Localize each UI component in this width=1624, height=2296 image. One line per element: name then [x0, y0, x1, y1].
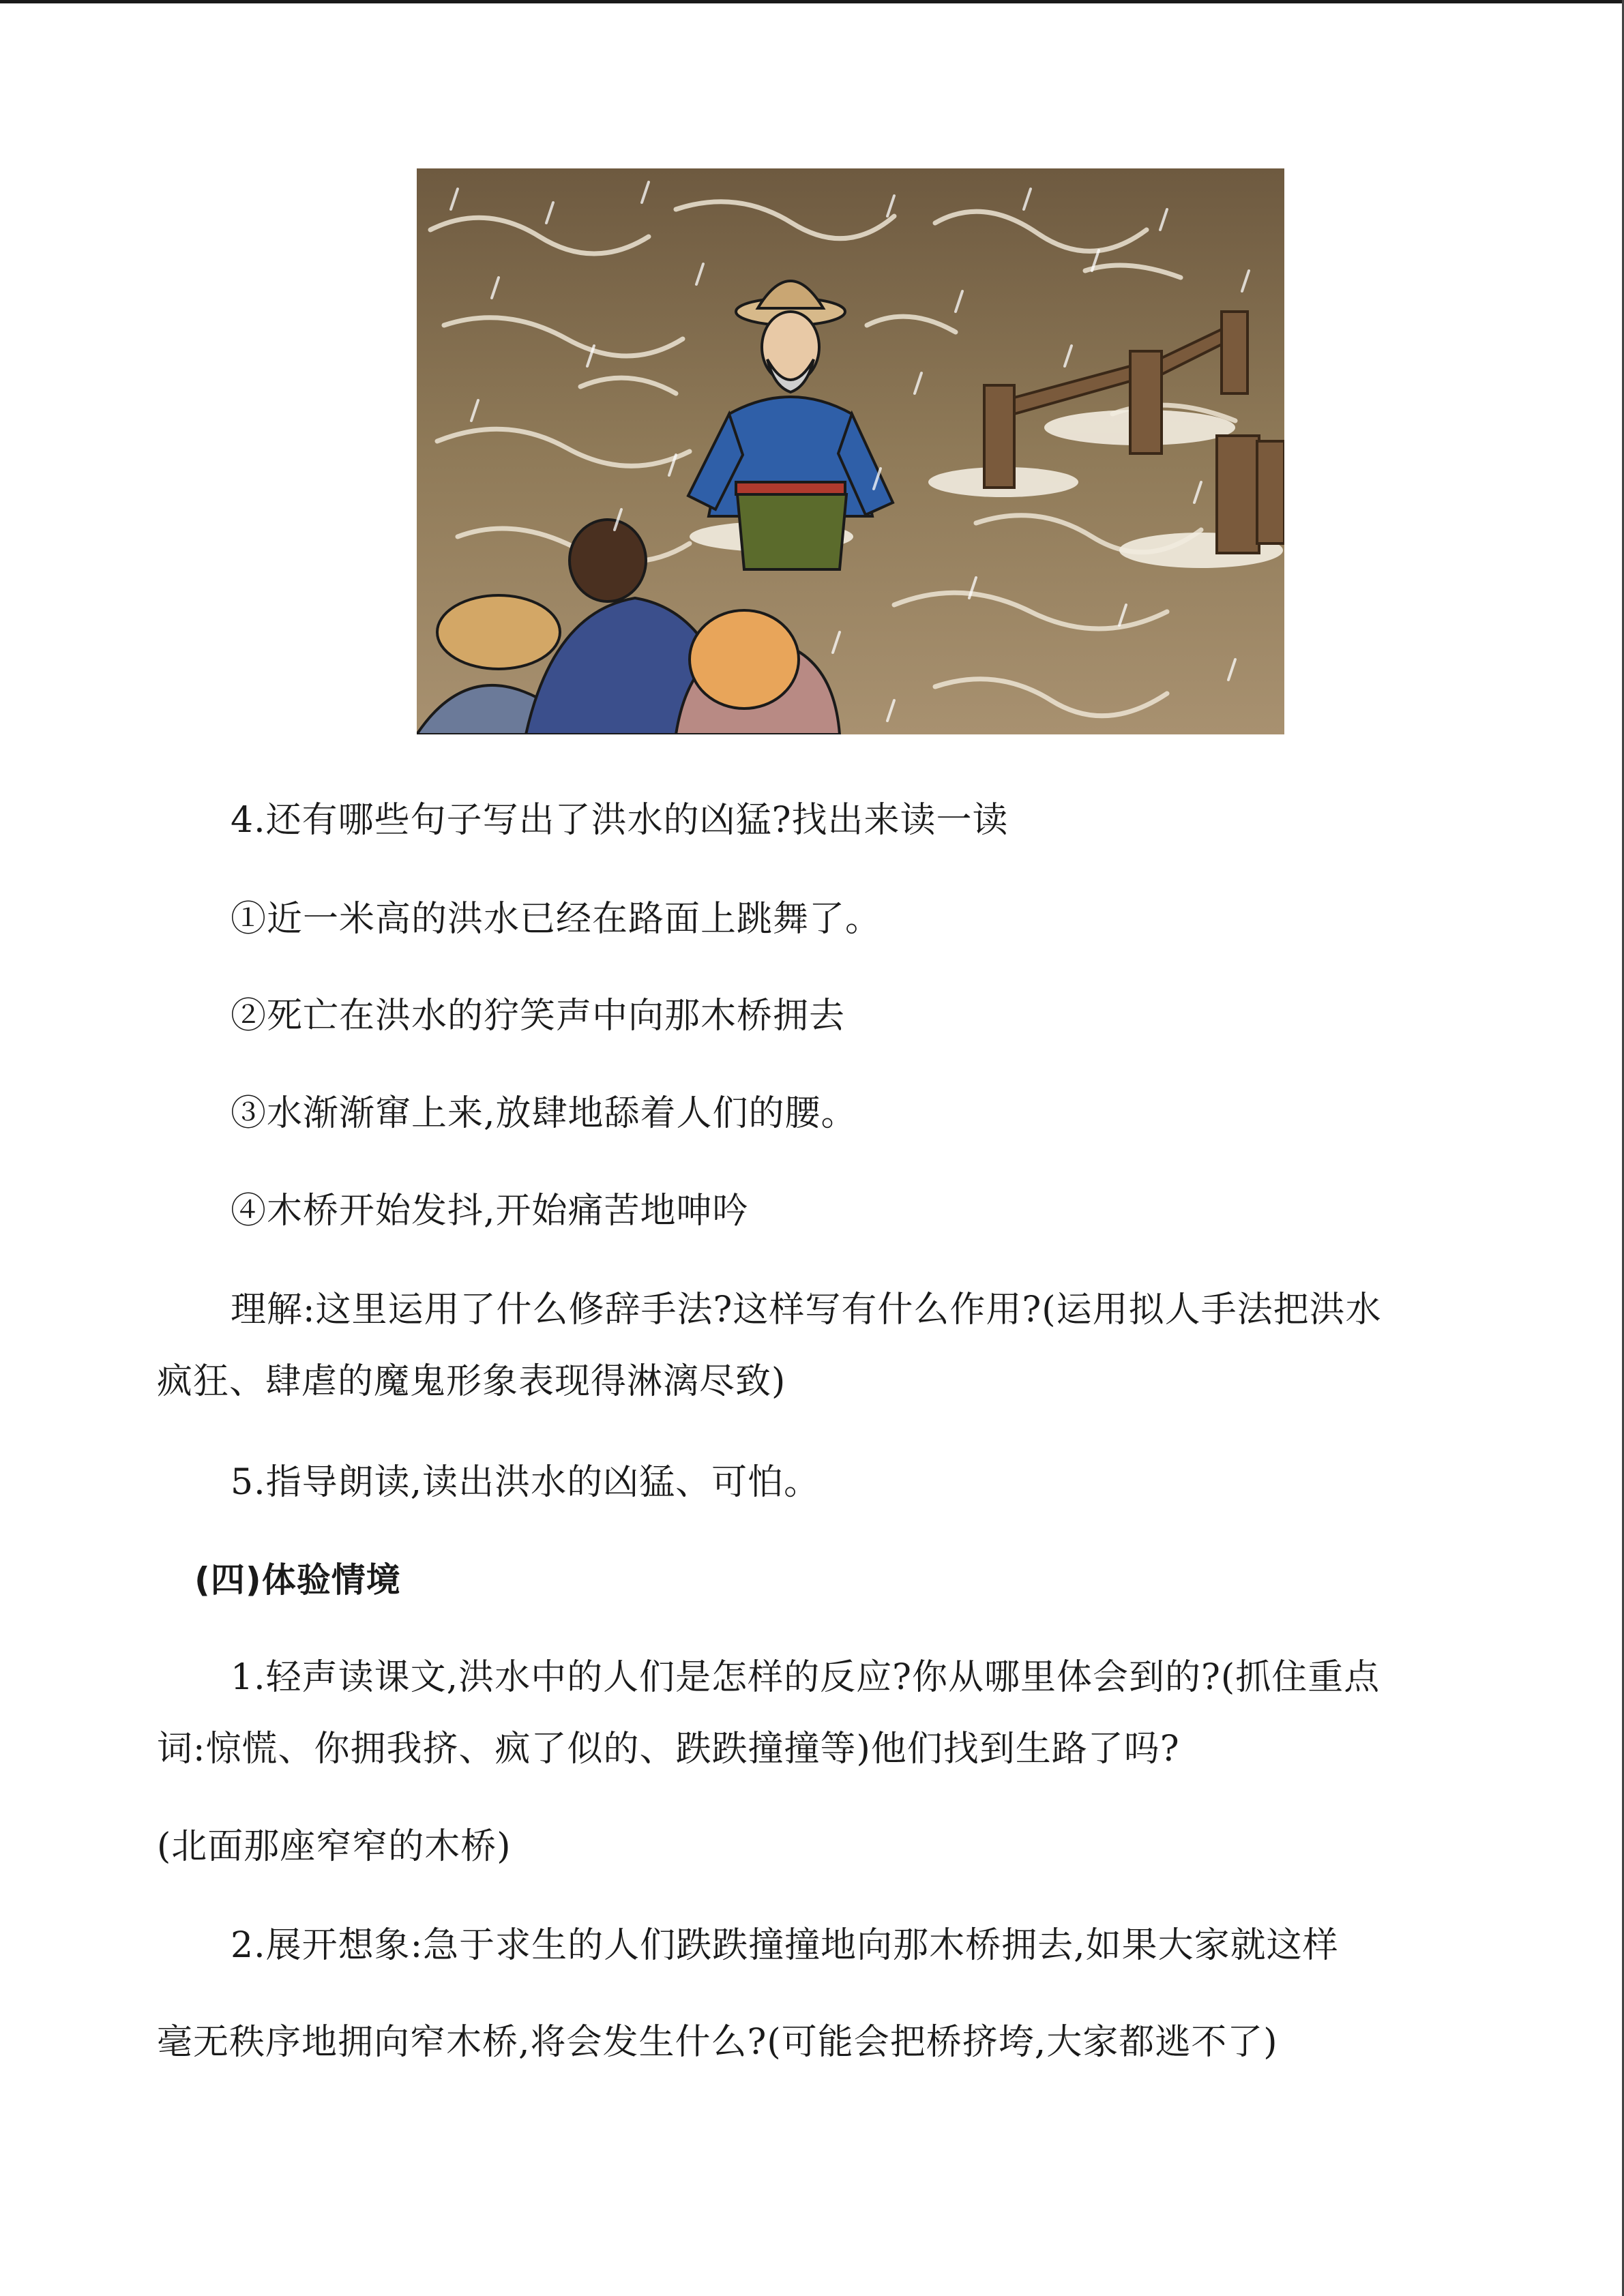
sentence-2: ②死亡在洪水的狞笑声中向那木桥拥去 [231, 996, 846, 1037]
flood-illustration [417, 168, 1284, 734]
sentence-1: ①近一米高的洪水已经在路面上跳舞了。 [231, 899, 882, 940]
question-2-line-2: 毫无秩序地拥向窄木桥,将会发生什么?(可能会把桥挤垮,大家都逃不了) [157, 2022, 1278, 2063]
question-1-answer: (北面那座窄窄的木桥) [157, 1826, 512, 1867]
page-top-border [0, 0, 1624, 3]
section-heading-4: (四)体验情境 [194, 1560, 401, 1600]
sentence-4: ④木桥开始发抖,开始痛苦地呻吟 [231, 1191, 749, 1232]
question-5: 5.指导朗读,读出洪水的凶猛、可怕。 [231, 1462, 821, 1503]
understanding-line-2: 疯狂、肆虐的魔鬼形象表现得淋漓尽致) [157, 1361, 786, 1402]
understanding-line-1: 理解:这里运用了什么修辞手法?这样写有什么作用?(运用拟人手法把洪水 [231, 1289, 1382, 1330]
question-2-line-1: 2.展开想象:急于求生的人们跌跌撞撞地向那木桥拥去,如果大家就这样 [231, 1925, 1339, 1966]
question-1-line-2: 词:惊慌、你拥我挤、疯了似的、跌跌撞撞等)他们找到生路了吗? [157, 1729, 1180, 1770]
question-1-line-1: 1.轻声读课文,洪水中的人们是怎样的反应?你从哪里体会到的?(抓住重点 [231, 1657, 1381, 1698]
question-4: 4.还有哪些句子写出了洪水的凶猛?找出来读一读 [231, 800, 1009, 841]
sentence-3: ③水渐渐窜上来,放肆地舔着人们的腰。 [231, 1093, 857, 1134]
